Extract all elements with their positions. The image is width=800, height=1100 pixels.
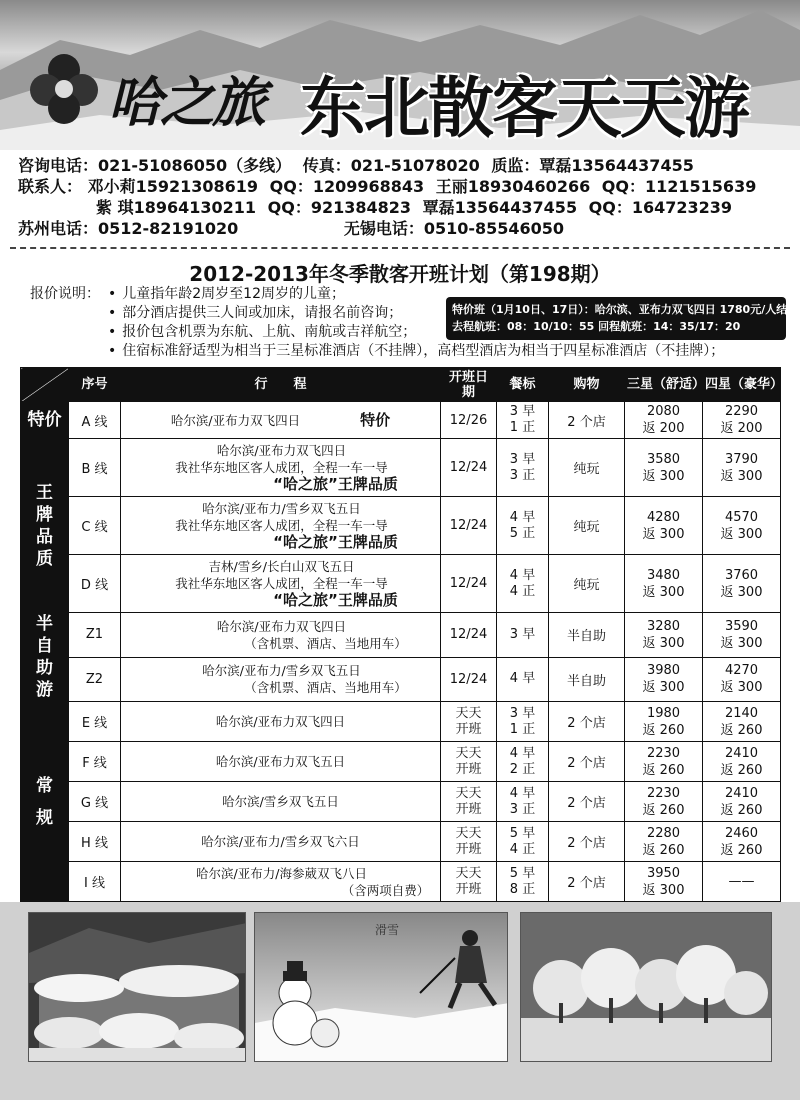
price-three-star (625, 742, 703, 782)
meal (497, 402, 549, 439)
price: 3580 (646, 451, 681, 467)
route (121, 497, 441, 555)
header-meal: 餐标 (497, 368, 549, 402)
route-name: 哈尔滨/亚布力双飞四日 (170, 412, 301, 428)
contact-qq: QQ：1209968843 (269, 177, 425, 196)
contact-row-4 (18, 219, 788, 240)
price-three-star (625, 822, 703, 862)
meal (497, 862, 549, 902)
category-brand: 王牌品质 (21, 439, 69, 613)
price-three-star (625, 782, 703, 822)
rebate: 返 260 (642, 842, 685, 858)
rebate: 返 200 (720, 421, 763, 436)
rebate: 返 300 (720, 680, 763, 696)
route (121, 862, 441, 902)
header-date: 开班日期 (441, 368, 497, 402)
quality-supervisor: 质监：覃磊13564437455 (491, 156, 694, 175)
rebate: 返 260 (642, 722, 685, 738)
shopping: 纯玩 (549, 439, 625, 497)
line-code: H 线 (69, 822, 121, 862)
price-four-star (703, 402, 781, 439)
frost-trees-photo (520, 912, 772, 1062)
note-item: • 住宿标准舒适型为相当于三星标准酒店（不挂牌），高档型酒店为相当于四星标准酒店（不挂牌）； (108, 342, 798, 361)
route-name: 哈尔滨/亚布力双飞四日 (216, 618, 347, 634)
line-code: Z2 (69, 657, 121, 702)
price: 3980 (646, 663, 681, 679)
rebate: 返 260 (642, 762, 685, 778)
wuxi-phone: 无锡电话：0510-85546050 (343, 219, 565, 238)
contact-person: 王丽18930460266 (435, 177, 591, 196)
breakfast: 3 早 (509, 404, 536, 419)
breakfast: 4 早 (509, 509, 536, 525)
price: 2460 (724, 825, 759, 841)
price: 3760 (724, 567, 759, 583)
special-tag: 特价 (360, 410, 391, 429)
rebate: 返 300 (642, 584, 685, 600)
meal (497, 702, 549, 742)
price: 3790 (724, 451, 759, 467)
shopping: 2 个店 (549, 822, 625, 862)
meal (497, 742, 549, 782)
breakfast: 4 早 (509, 745, 536, 761)
price: 2230 (646, 745, 681, 761)
table-row (21, 555, 781, 613)
route-name: 吉林/雪乡/长白山双飞五日 (208, 559, 355, 574)
contact-qq: QQ：1121515639 (601, 177, 757, 196)
special-offer-line: 特价班（1月10日、17日）：哈尔滨、亚布力双飞四日 1780元/人结算 (452, 303, 799, 316)
meal (497, 439, 549, 497)
price-four-star (703, 613, 781, 658)
price-three-star (625, 862, 703, 902)
start-date: 天天 开班 (441, 862, 497, 902)
rebate: 返 260 (720, 762, 763, 778)
divider (10, 247, 790, 249)
shopping: 2 个店 (549, 782, 625, 822)
line-code: E 线 (69, 702, 121, 742)
category-special: 特价 (21, 402, 69, 439)
price-three-star (625, 702, 703, 742)
price: 4570 (724, 509, 759, 525)
breakfast: 5 早 (509, 865, 536, 881)
route-note: 我社华东地区客人成团，全程一车一导 (175, 518, 388, 533)
meal (497, 555, 549, 613)
brand-quality: “哈之旅”王牌品质 (273, 475, 398, 493)
line-code: B 线 (69, 439, 121, 497)
route (121, 657, 441, 702)
rebate: 返 260 (642, 802, 685, 818)
note-item: • 儿童指年龄2周岁至12周岁的儿童； (108, 285, 798, 304)
meal (497, 822, 549, 862)
price: 3590 (724, 618, 759, 634)
plan-title: 2012-2013年冬季散客开班计划（第198期） (189, 262, 611, 286)
start-date: 天天 开班 (441, 822, 497, 862)
logo-clover-icon (24, 48, 104, 128)
rebate: 返 300 (720, 526, 763, 542)
fax: 传真：021-51078020 (302, 156, 480, 175)
price: 2280 (646, 825, 681, 841)
header-route: 行 程 (121, 368, 441, 402)
table-row (21, 439, 781, 497)
note-item: • 部分酒店提供三人间或加床，请报名前咨询； (108, 304, 798, 323)
main-meal: 3 正 (509, 801, 536, 817)
price-four-star (703, 862, 781, 902)
route-name: 哈尔滨/雪乡双飞五日 (222, 794, 339, 809)
table-row (21, 497, 781, 555)
route-note: （含机票、酒店、当地用车） (244, 635, 407, 651)
skiing-photo (254, 912, 508, 1062)
header-shopping: 购物 (549, 368, 625, 402)
breakfast: 3 早 (509, 451, 536, 467)
start-date: 12/24 (441, 497, 497, 555)
header-three-star: 三星（舒适） (625, 368, 703, 402)
route (121, 402, 441, 439)
price-four-star (703, 439, 781, 497)
price-four-star (703, 822, 781, 862)
route-note: 我社华东地区客人成团，全程一车一导 (175, 460, 388, 475)
price: 2410 (724, 785, 759, 801)
headline: 东北散客天天游 (300, 70, 748, 147)
rebate: 返 260 (720, 802, 763, 818)
price-four-star (703, 702, 781, 742)
table-row (21, 782, 781, 822)
route (121, 822, 441, 862)
contact-row-3 (18, 198, 788, 219)
contact-row-1 (18, 156, 788, 177)
note-item: • 报价包含机票为东航、上航、南航或吉祥航空； (108, 323, 798, 342)
table-header-row (21, 368, 781, 402)
start-date: 天天 开班 (441, 782, 497, 822)
header-four-star: 四星（豪华） (703, 368, 781, 402)
route (121, 742, 441, 782)
line-code: I 线 (69, 862, 121, 902)
line-code: D 线 (69, 555, 121, 613)
suzhou-phone: 苏州电话：0512-82191020 (18, 219, 239, 238)
line-code: G 线 (69, 782, 121, 822)
rebate: 返 260 (720, 842, 763, 858)
contact-qq: QQ：921384823 (267, 198, 412, 217)
line-code: F 线 (69, 742, 121, 782)
start-date: 天天 开班 (441, 742, 497, 782)
brand-quality: “哈之旅”王牌品质 (273, 591, 398, 609)
contact-block (18, 156, 788, 240)
contact-qq: QQ：164723239 (588, 198, 733, 217)
route (121, 613, 441, 658)
price-four-star (703, 555, 781, 613)
brand-name: 哈之旅 (108, 70, 264, 134)
route-note: （含机票、酒店、当地用车） (244, 680, 407, 696)
main-meal: 5 正 (509, 525, 536, 541)
breakfast: 3 早 (509, 626, 536, 642)
breakfast: 5 早 (509, 825, 536, 841)
start-date: 12/24 (441, 613, 497, 658)
shopping: 半自助 (549, 657, 625, 702)
breakfast: 3 早 (509, 705, 536, 721)
route-name: 哈尔滨/亚布力/雪乡双飞六日 (201, 834, 360, 849)
route-name: 哈尔滨/亚布力/雪乡双飞五日 (202, 663, 361, 679)
table-row (21, 402, 781, 439)
price: 3950 (646, 865, 681, 881)
flight-times: 去程航班：08：10/10：55 回程航班：14：35/17：20 (452, 320, 741, 333)
table-row (21, 657, 781, 702)
line-code: Z1 (69, 613, 121, 658)
rebate: 返 300 (642, 635, 685, 651)
price-three-star (625, 497, 703, 555)
price-four-star (703, 497, 781, 555)
route-name: 哈尔滨/亚布力/海参葳双飞八日 (196, 865, 367, 881)
route (121, 439, 441, 497)
rebate: 返 200 (642, 421, 685, 436)
contact-row-2 (18, 177, 788, 198)
route (121, 555, 441, 613)
route-name: 哈尔滨/亚布力双飞五日 (215, 754, 346, 769)
price: 1980 (646, 705, 681, 721)
category-semi-self-guided: 半自助游 (21, 613, 69, 702)
price-four-star (703, 657, 781, 702)
shopping: 纯玩 (549, 497, 625, 555)
price: 3480 (646, 567, 681, 583)
price-four-star (703, 782, 781, 822)
price: 4280 (646, 509, 681, 525)
special-offer-box (446, 297, 799, 340)
brand-quality: “哈之旅”王牌品质 (273, 533, 398, 551)
start-date: 天天 开班 (441, 702, 497, 742)
price: 2080 (646, 404, 681, 419)
start-date: 12/24 (441, 555, 497, 613)
shopping: 2 个店 (549, 742, 625, 782)
start-date: 12/24 (441, 657, 497, 702)
price: 3280 (646, 618, 681, 634)
header-code: 序号 (69, 368, 121, 402)
shopping: 纯玩 (549, 555, 625, 613)
price: 2230 (646, 785, 681, 801)
price: 2290 (724, 404, 759, 419)
table-row (21, 702, 781, 742)
start-date: 12/26 (441, 402, 497, 439)
rebate: 返 300 (642, 468, 685, 484)
route-name: 哈尔滨/亚布力双飞四日 (215, 714, 346, 729)
rebate: 返 300 (642, 882, 685, 898)
rebate: 返 300 (642, 680, 685, 696)
route (121, 702, 441, 742)
price-three-star (625, 657, 703, 702)
route (121, 782, 441, 822)
photo-strip (0, 902, 800, 1100)
ski-caption: 滑雪 (375, 923, 400, 937)
shopping: 2 个店 (549, 702, 625, 742)
breakfast: 4 早 (509, 671, 536, 687)
meal (497, 782, 549, 822)
table-row (21, 822, 781, 862)
rebate: 返 260 (720, 722, 763, 738)
rebate: 返 300 (720, 468, 763, 484)
shopping: 2 个店 (549, 402, 625, 439)
table-row (21, 742, 781, 782)
contact-person: 紫 琪18964130211 (96, 198, 257, 217)
main-meal: 1 正 (509, 420, 536, 435)
table-row (21, 862, 781, 902)
rebate: 返 300 (642, 526, 685, 542)
meal (497, 657, 549, 702)
snow-village-photo (28, 912, 246, 1062)
price: 4270 (724, 663, 759, 679)
price-three-star (625, 402, 703, 439)
main-meal: 8 正 (509, 881, 536, 897)
schedule-table (20, 367, 784, 902)
main-meal: 4 正 (509, 841, 536, 857)
price-four-star (703, 742, 781, 782)
consult-phone: 咨询电话：021-51086050（多线） (18, 156, 292, 175)
route-note: 我社华东地区客人成团，全程一车一导 (175, 576, 388, 591)
main-meal: 2 正 (509, 761, 536, 777)
rebate: 返 300 (720, 635, 763, 651)
contact-person: 覃磊13564437455 (422, 198, 578, 217)
line-code: C 线 (69, 497, 121, 555)
main-meal: 4 正 (509, 583, 536, 599)
meal (497, 497, 549, 555)
header-corner (21, 368, 69, 402)
header-banner (0, 0, 800, 150)
price: —— (728, 874, 755, 889)
shopping: 2 个店 (549, 862, 625, 902)
contact-person: 联系人： 邓小莉15921308619 (18, 177, 259, 196)
price: 2140 (724, 705, 759, 721)
shopping: 半自助 (549, 613, 625, 658)
price: 2410 (724, 745, 759, 761)
price-three-star (625, 555, 703, 613)
breakfast: 4 早 (509, 567, 536, 583)
breakfast: 4 早 (509, 785, 536, 801)
start-date: 12/24 (441, 439, 497, 497)
table-row (21, 613, 781, 658)
main-meal: 3 正 (509, 467, 536, 483)
main-meal: 1 正 (509, 721, 536, 737)
route-note: （含两项自费） (341, 882, 430, 898)
notes-label: 报价说明： (30, 286, 100, 302)
category-regular: 常规 (21, 702, 69, 902)
rebate: 返 300 (720, 584, 763, 600)
price-three-star (625, 439, 703, 497)
price-three-star (625, 613, 703, 658)
meal (497, 613, 549, 658)
route-name: 哈尔滨/亚布力/雪乡双飞五日 (202, 501, 361, 516)
line-code: A 线 (69, 402, 121, 439)
route-name: 哈尔滨/亚布力双飞四日 (216, 443, 347, 458)
